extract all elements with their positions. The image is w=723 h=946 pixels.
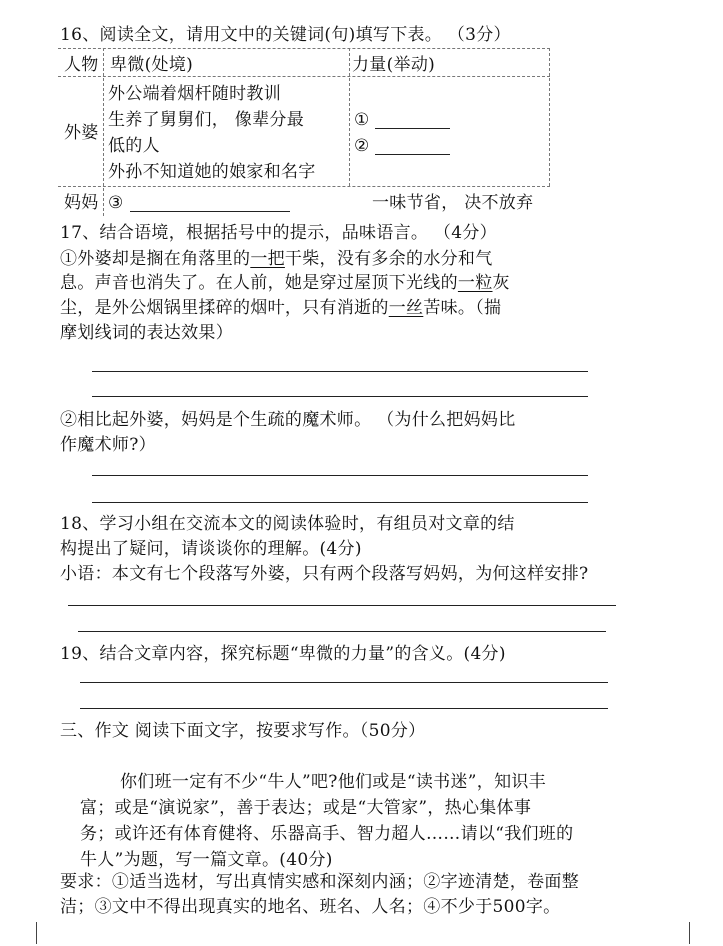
- waipo-humble-line-1: 外公端着烟杆随时教训: [108, 84, 281, 104]
- q19-line1: 19、结合文章内容，探究标题“卑微的力量”的含义。(4分): [60, 644, 506, 664]
- corner-mark-left: [36, 922, 37, 944]
- waipo-power-blank-2[interactable]: [375, 154, 450, 155]
- table-person-waipo: 外婆: [64, 123, 99, 143]
- waipo-humble-line-3: 低的人: [108, 136, 160, 156]
- mama-humble-blank[interactable]: [130, 211, 290, 212]
- q17-answer-line-2[interactable]: [92, 396, 588, 397]
- q17-underlined-yili: 一粒: [457, 273, 493, 293]
- q17-p1-line2: [60, 272, 510, 294]
- section3-body-line-3: 务；或许还有体育健将、乐器高手、智力超人……请以“我们班的: [80, 824, 574, 844]
- table-right-border: [549, 48, 550, 186]
- q18-line2: 构提出了疑问，请谈谈你的理解。(4分): [60, 539, 362, 559]
- table-col-border-2: [349, 48, 350, 186]
- table-row-border: [58, 186, 550, 187]
- table-person-mama: 妈妈: [64, 193, 99, 213]
- q17-p1-line4: 摩划线词的表达效果）: [60, 323, 233, 343]
- waipo-power-marker-1: ①: [354, 110, 370, 130]
- q19-answer-line-1[interactable]: [80, 682, 608, 683]
- q17-p2-line2: 作魔术师?）: [60, 435, 156, 455]
- q17-underlined-yisi: 一丝: [388, 298, 424, 318]
- q16-prompt: 16、阅读全文，请用文中的关键词(句)填写下表。 （3分）: [60, 25, 511, 45]
- q18-answer-line-1[interactable]: [68, 605, 616, 606]
- waipo-power-blank-1[interactable]: [375, 128, 450, 129]
- q17-p1-seg2: 干柴，没有多余的水分和气: [284, 249, 493, 269]
- q17-p1-line2a: 息。声音也消失了。在人前，她是穿过屋顶下光线的: [60, 273, 458, 293]
- waipo-power-marker-2: ②: [354, 136, 370, 156]
- q18-line3: 小语：本文有七个段落写外婆，只有两个段落写妈妈，为何这样安排?: [60, 564, 589, 584]
- q17-p2-line1: ②相比起外婆，妈妈是个生疏的魔术师。 （为什么把妈妈比: [60, 410, 516, 430]
- section3-title: 三、作文 阅读下面文字，按要求写作。（50分）: [60, 721, 426, 741]
- table-header-humble: 卑微(处境): [110, 55, 194, 75]
- q17-prompt: 17、结合语境，根据括号中的提示，品味语言。 （4分）: [60, 223, 497, 243]
- q19-answer-line-2[interactable]: [80, 708, 608, 709]
- table-header-person: 人物: [64, 55, 99, 75]
- q17-answer-line-4[interactable]: [92, 502, 588, 503]
- q17-answer-line-3[interactable]: [92, 475, 588, 476]
- q18-line1: 18、学习小组在交流本文的阅读体验时，有组员对文章的结: [60, 514, 515, 534]
- q17-answer-line-1[interactable]: [92, 371, 588, 372]
- mama-power: 一味节省， 决不放弃: [372, 193, 534, 213]
- q18-answer-line-2[interactable]: [78, 631, 606, 632]
- mama-blank-marker: ③: [108, 193, 124, 213]
- table-header-power: 力量(举动): [352, 55, 436, 75]
- q17-p1-line3a: 尘，是外公烟锅里揉碎的烟叶，只有消逝的: [60, 298, 389, 318]
- q17-underlined-yiba: 一把: [250, 249, 285, 269]
- waipo-humble-line-4: 外孙不知道她的娘家和名字: [108, 162, 316, 182]
- section3-body-line-2: 富；或是“演说家”，善于表达；或是“大管家”，热心集体事: [80, 798, 532, 818]
- section3-body-line-1: 你们班一定有不少“牛人”吧?他们或是“读书迷”，知识丰: [120, 772, 546, 792]
- q17-p1-seg1: ①外婆却是搁在角落里的: [60, 249, 251, 269]
- table-col-border-1: [103, 48, 104, 216]
- section3-body-line-4: 牛人”为题，写一篇文章。(40分): [80, 850, 333, 870]
- table-top-border: [58, 48, 550, 49]
- q17-p1-line2b: 灰: [492, 273, 510, 293]
- q17-p1-line3b: 苦味。（揣: [423, 298, 502, 318]
- corner-mark-right: [689, 922, 690, 944]
- q17-p1-line1: [60, 248, 493, 270]
- section3-req-line-2: 洁；③文中不得出现真实的地名、班名、人名；④不少于500字。: [60, 897, 561, 917]
- table-header-border: [58, 76, 550, 77]
- waipo-humble-line-2: 生养了舅舅们， 像辈分最: [108, 110, 305, 130]
- q17-p1-line3: [60, 297, 501, 319]
- section3-req-line-1: 要求：①适当选材，写出真情实感和深刻内涵；②字迹清楚，卷面整: [60, 872, 579, 892]
